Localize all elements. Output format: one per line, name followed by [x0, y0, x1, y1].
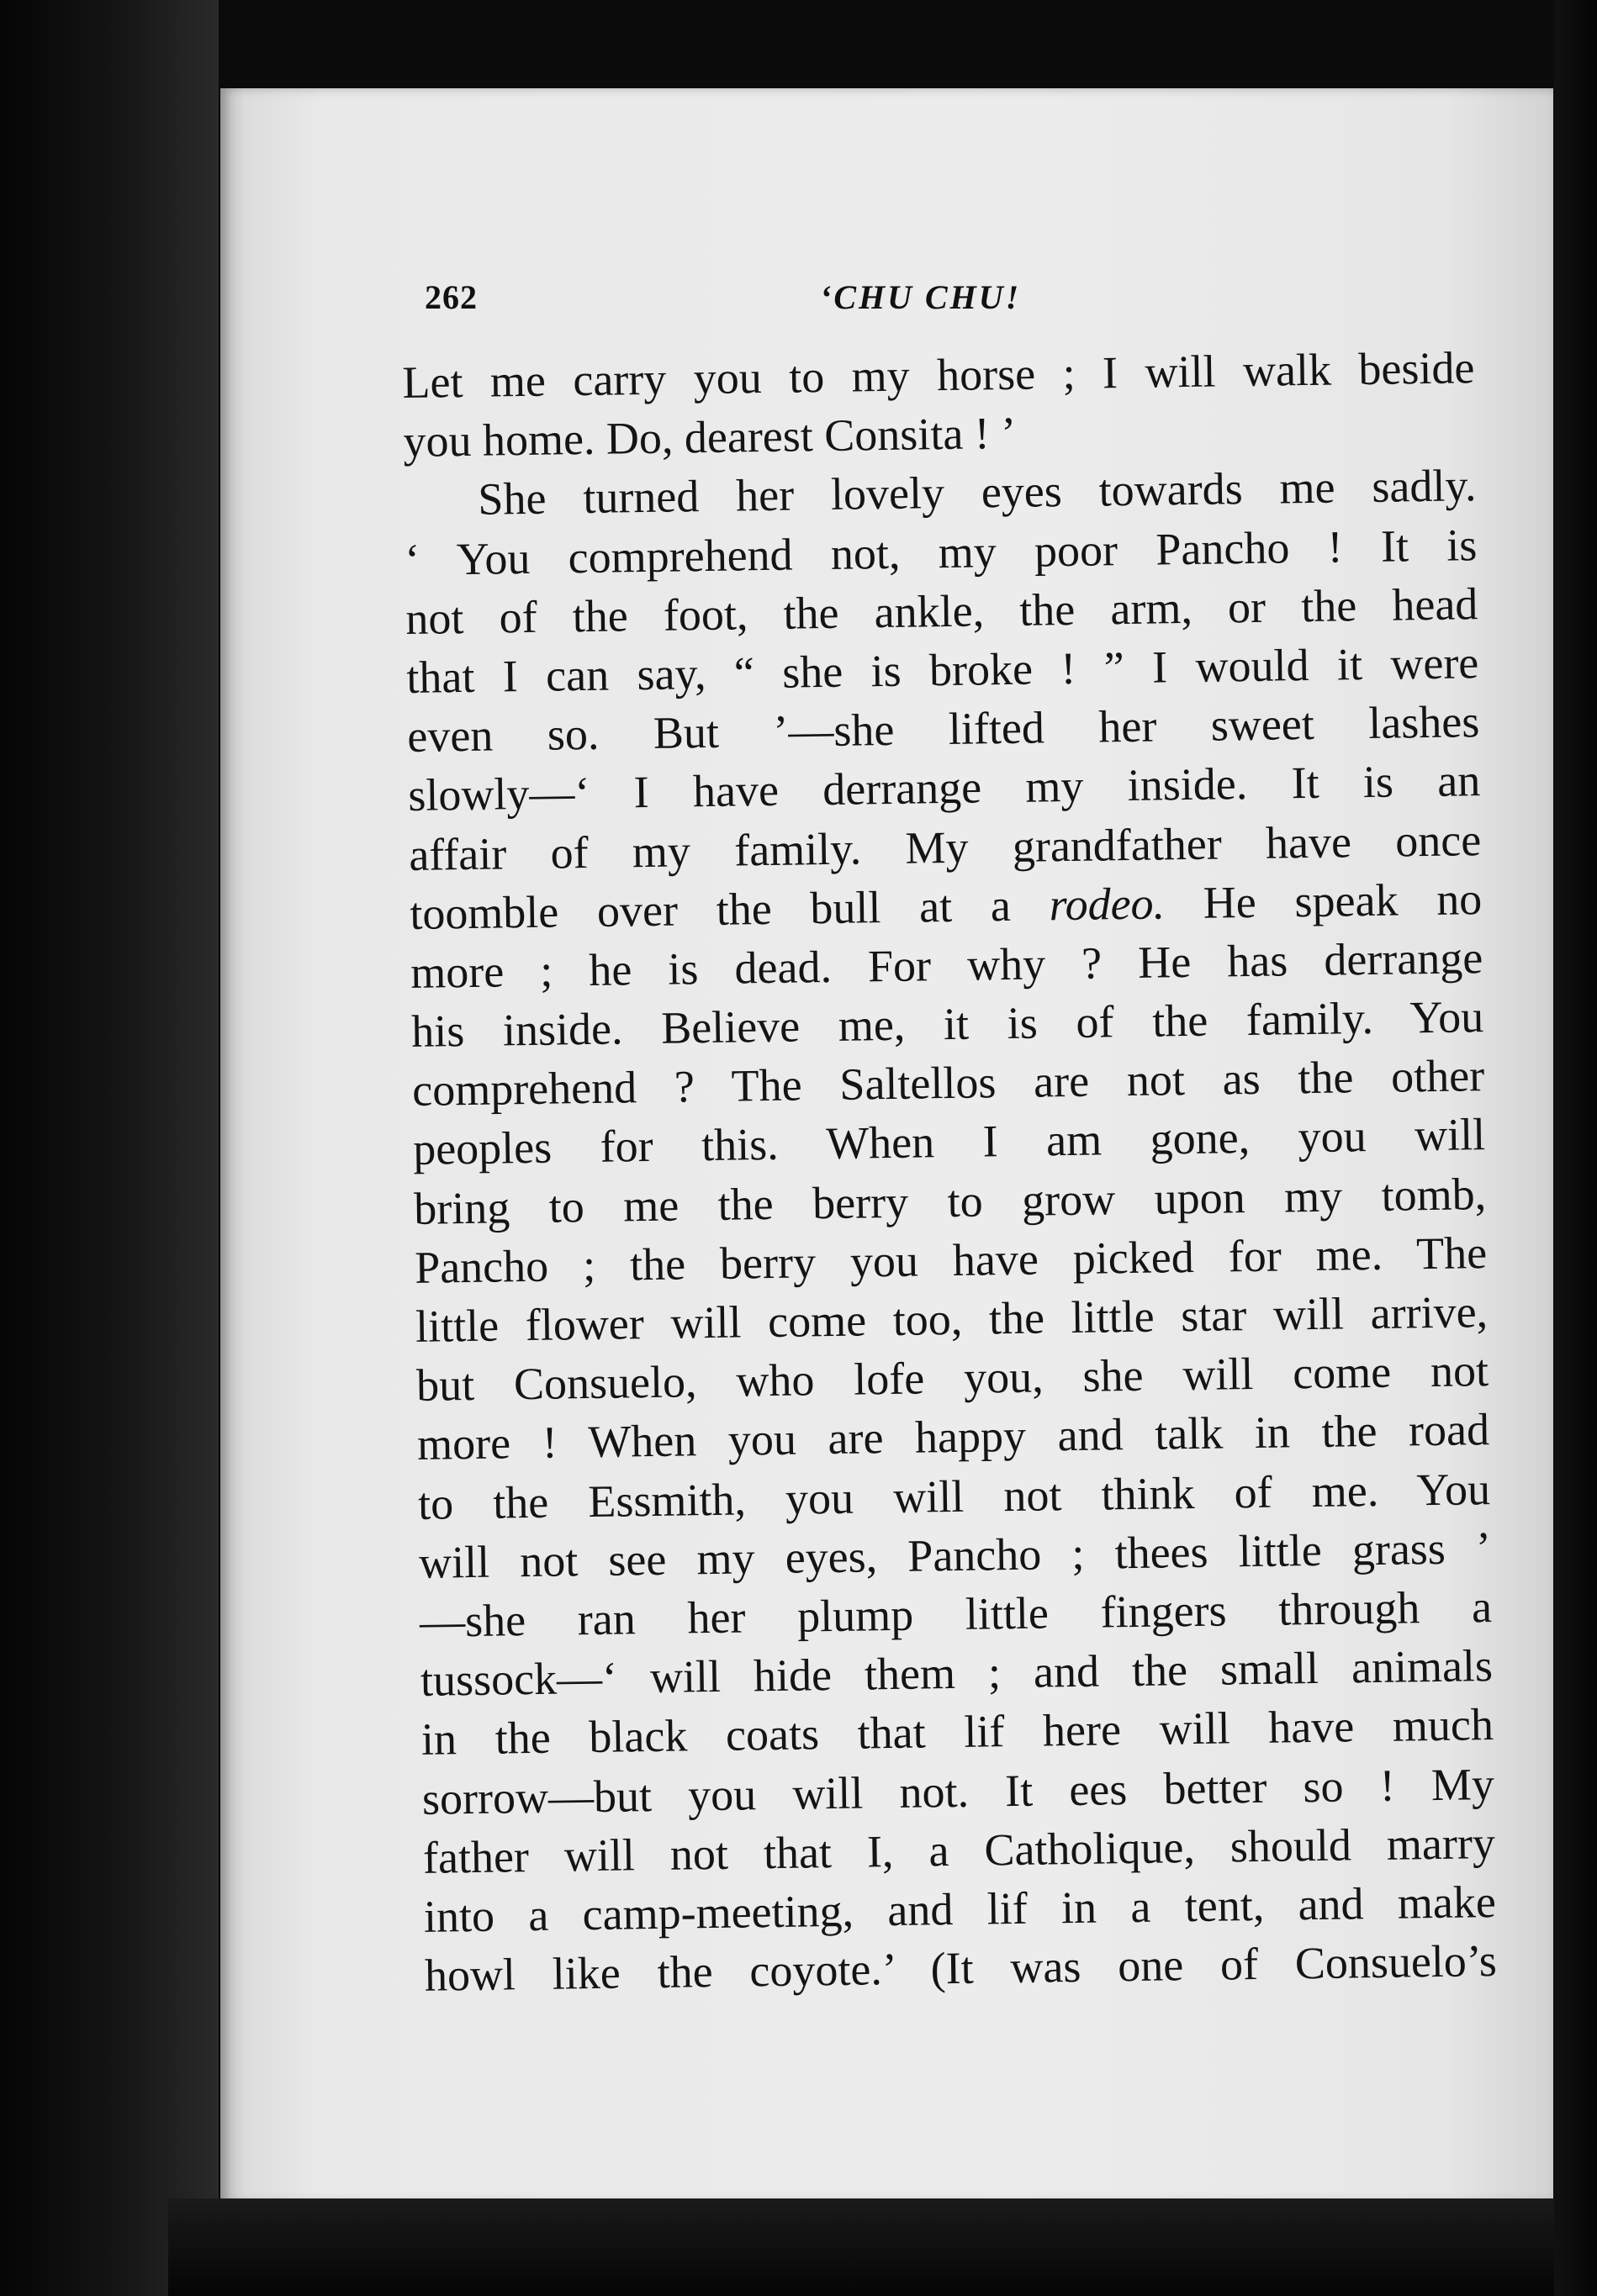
text-line: not of the foot, the ankle, the arm, or the head: [405, 578, 1478, 644]
text-line: more ! When you are happy and talk in the road: [416, 1404, 1490, 1470]
text-line: sorrow—but you will not. It ees better so ! My: [421, 1758, 1495, 1824]
page-header: [425, 277, 1476, 328]
book-spine-shadow: [0, 0, 219, 2296]
text-line: affair of my family. My grandfather have once: [408, 814, 1482, 880]
page-right-edge: [1554, 0, 1597, 2296]
text-segment: He speak no: [1203, 873, 1483, 928]
text-line: even so. But ’—she lifted her sweet lashes: [406, 696, 1480, 763]
text-line: little flower will come too, the little star will arrive,: [415, 1286, 1489, 1352]
text-line: but Consuelo, who lofe you, she will come not: [415, 1345, 1489, 1412]
text-line: comprehend ? The Saltellos are not as the other: [411, 1050, 1485, 1116]
body-text: [402, 338, 1497, 2005]
page-number: 262: [425, 278, 478, 316]
text-segment: toomble over the bull at a: [409, 879, 1012, 939]
text-line: more ; he is dead. For why ? He has derrange: [410, 932, 1483, 998]
text-line: tussock—‘ will hide them ; and the small animals: [420, 1640, 1494, 1706]
text-line: bring to me the berry to grow upon my tomb,: [413, 1168, 1487, 1234]
text-line: Pancho ; the berry you have picked for me. The: [414, 1227, 1488, 1293]
text-line: father will not that I, a Catholique, should marry: [422, 1817, 1496, 1883]
text-line: that I can say, “ she is broke ! ” I would it were: [405, 637, 1479, 703]
text-line: in the black coats that lif here will have much: [420, 1699, 1494, 1766]
page-bottom-shadow: [168, 2198, 1597, 2296]
text-line: his inside. Believe me, it is of the family. You: [410, 991, 1484, 1057]
text-line: you home. Do, dearest Consita ! ’: [403, 408, 1017, 467]
italic-word: rodeo.: [1049, 878, 1166, 931]
text-line: slowly—‘ I have derrange my inside. It is an: [407, 755, 1481, 821]
text-line: peoples for this. When I am gone, you will: [412, 1109, 1486, 1175]
text-line: Let me carry you to my horse ; I will walk beside: [402, 342, 1475, 408]
text-line: ‘ You comprehend not, my poor Pancho ! It is: [405, 519, 1478, 585]
text-line: She turned her lovely eyes towards me sadly.: [478, 460, 1477, 525]
text-line: will not see my eyes, Pancho ; thees little grass ’: [418, 1522, 1492, 1588]
text-line: to the Essmith, you will not think of me. You: [417, 1463, 1491, 1529]
running-title: ‘CHU CHU!: [820, 278, 1022, 316]
text-line: —she ran her plump little fingers through a: [419, 1581, 1493, 1647]
text-line: howl like the coyote.’ (It was one of Consuelo’s: [424, 1935, 1498, 2001]
text-line: into a camp-meeting, and lif in a tent, and make: [423, 1876, 1497, 1942]
